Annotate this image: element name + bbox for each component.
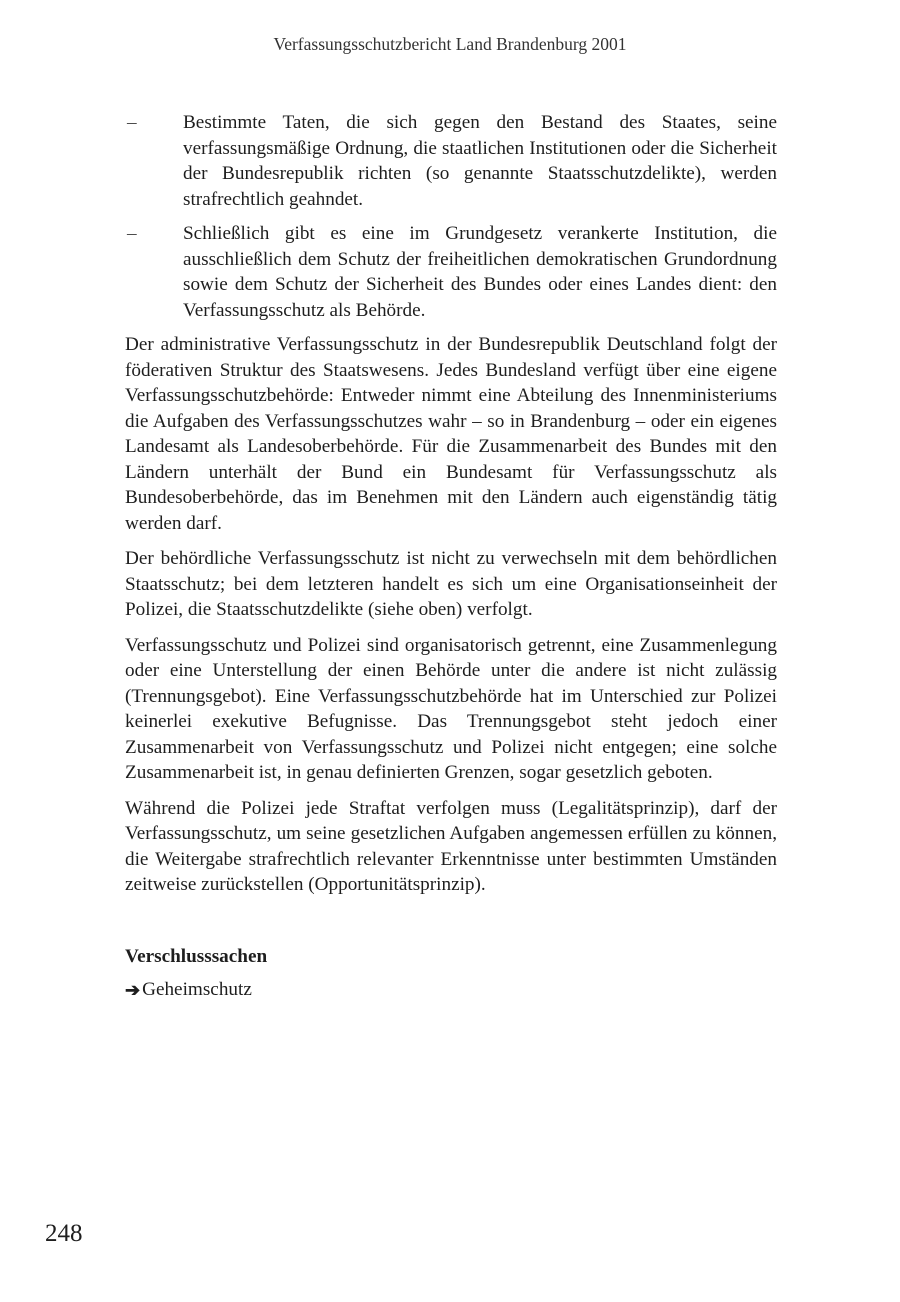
paragraph-staatsschutz: Der behördliche Verfassungsschutz ist nicht zu verwechseln mit dem behördlichen Staatsschutz; bei dem letzteren handelt es sich um eine Organisationseinheit der Polizei, die Staatsschutzdelikte (siehe oben) verfolgt.: [125, 548, 777, 620]
bullet-list: [125, 110, 777, 323]
running-header: Verfassungsschutzbericht Land Brandenburg 2001: [273, 34, 627, 54]
crossref-label: Geheimschutz: [142, 979, 252, 1000]
paragraph-administrative: Der administrative Verfassungsschutz in der Bundesrepublik Deutschland folgt der föderativen Struktur des Staatswesens. Jedes Bundesland verfügt über eine eigene Verfassungsschutzbehörde: Entweder nimmt eine Abteilung des Innenministeriums die Aufgaben des Verfassungsschutzes wahr – so in Brandenburg – oder ein eigenes Landesamt als Landesoberbehörde. Für die Zusammenarbeit des Bundes mit den Ländern unterhält der Bund ein Bundesamt für Verfassungsschutz als Bundesoberbehörde, das im Benehmen mit den Ländern auch eigenständig tätig werden darf.: [125, 334, 777, 534]
page-body: [125, 110, 777, 1003]
crossref-link[interactable]: [125, 977, 777, 1003]
dash-marker: –: [127, 112, 137, 133]
dash-marker: –: [127, 223, 137, 244]
paragraph-trennungsgebot: Verfassungsschutz und Polizei sind organisatorisch getrennt, eine Zusammenlegung oder eine Unterstellung der einen Behörde unter die andere ist nicht zulässig (Trennungsgebot). Eine Verfassungsschutzbehörde hat im Unterschied zur Polizei keinerlei exekutive Befugnisse. Das Trennungsgebot steht jedoch einer Zusammenarbeit von Verfassungsschutz und Polizei nicht entgegen; eine solche Zusammenarbeit ist, in genau definierten Grenzen, sogar gesetzlich geboten.: [125, 634, 777, 783]
arrow-right-icon: ➔: [125, 979, 141, 1000]
section-heading: Verschlusssachen: [125, 945, 268, 967]
paragraph-opportunitaet: Während die Polizei jede Straftat verfolgen muss (Legalitätsprinzip), darf der Verfassungsschutz, um seine gesetzlichen Aufgaben angemessen erfüllen zu können, die Weitergabe strafrechtlich relevanter Erkenntnisse unter bestimmten Umständen zeitweise zurückstellen (Opportunitätsprinzip).: [125, 797, 777, 895]
page-number: 248: [45, 1220, 83, 1247]
list-item-text: Schließlich gibt es eine im Grundgesetz verankerte Institution, die ausschließlich dem Schutz der freiheitlichen demokratischen Grundordnung sowie dem Schutz der Sicherheit des Bundes oder eines Landes dient: den Verfassungsschutz als Behörde.: [183, 223, 777, 321]
list-item: [125, 221, 777, 323]
list-item-text: Bestimmte Taten, die sich gegen den Bestand des Staates, seine verfassungsmäßige Ordnung, die staatlichen Institutionen oder die Sicherheit der Bundesrepublik richten (so genannte Staatsschutzdelikte), werden strafrechtlich geahndet.: [183, 112, 777, 210]
list-item: [125, 110, 777, 212]
